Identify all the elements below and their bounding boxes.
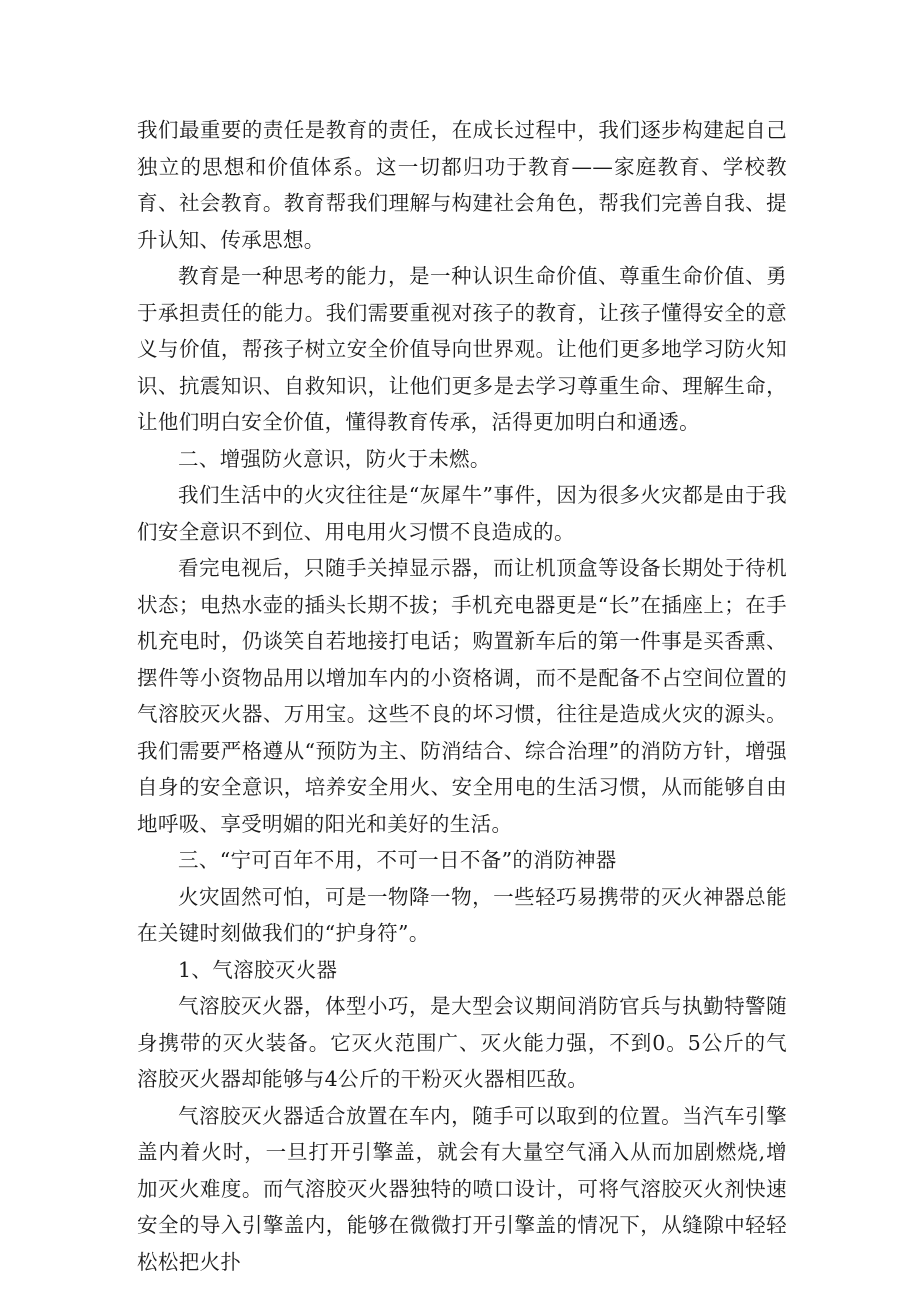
section-heading-fire-awareness: 二、增强防火意识，防火于未燃。 [178, 446, 491, 471]
paragraph-grey-rhino: 我们生活中的火灾往往是“灰犀牛”事件，因为很多火灾都是由于我们安全意识不到位、用电用火习惯不良造成的。 [137, 483, 787, 544]
paragraph-education-responsibility: 我们最重要的责任是教育的责任，在成长过程中，我们逐步构建起自己独立的思想和价值体系。这一切都归功于教育——家庭教育、学校教育、社会教育。教育帮我们理解与构建社会角色，帮我们完善自我、提升认知、传承思想。 [137, 118, 787, 252]
section-heading-fire-tools: 三、“宁可百年不用，不可一日不备”的消防神器 [178, 848, 617, 872]
subheading-aerosol-extinguisher: 1、气溶胶灭火器 [178, 957, 338, 982]
document-body [137, 112, 787, 1280]
paragraph-bad-habits: 看完电视后，只随手关掉显示器，而让机顶盒等设备长期处于待机状态；电热水壶的插头长期不拔；手机充电器更是“长”在插座上；在手机充电时，仍谈笑自若地接打电话；购置新车后的第一件事是买香熏、摆件等小资物品用以增加车内的小资格调，而不是配备不占空间位置的气溶胶灭火器、万用宝。这些不良的坏习惯，往往是造成火灾的源头。我们需要严格遵从“预防为主、防消结合、综合治理”的消防方针，增强自身的安全意识，培养安全用火、安全用电的生活习惯，从而能够自由地呼吸、享受明媚的阳光和美好的生活。 [137, 556, 787, 836]
paragraph-aerosol-description: 气溶胶灭火器，体型小巧，是大型会议期间消防官兵与执勤特警随身携带的灭火装备。它灭火范围广、灭火能力强，不到0。5公斤的气溶胶灭火器却能够与4公斤的干粉灭火器相匹敌。 [137, 994, 787, 1091]
paragraph-education-ability: 教育是一种思考的能力，是一种认识生命价值、尊重生命价值、勇于承担责任的能力。我们需要重视对孩子的教育，让孩子懂得安全的意义与价值，帮孩子树立安全价值导向世界观。让他们更多地学习防火知识、抗震知识、自救知识，让他们更多是去学习尊重生命、理解生命，让他们明白安全价值，懂得教育传承，活得更加明白和通透。 [137, 264, 787, 434]
paragraph-aerosol-in-car: 气溶胶灭火器适合放置在车内，随手可以取到的位置。当汽车引擎盖内着火时，一旦打开引擎盖，就会有大量空气涌入从而加剧燃烧,增加灭火难度。而气溶胶灭火器独特的喷口设计，可将气溶胶灭火剂快速安全的导入引擎盖内，能够在微微打开引擎盖的情况下，从缝隙中轻轻松松把火扑 [137, 1103, 787, 1274]
paragraph-fire-tools-intro: 火灾固然可怕，可是一物降一物，一些轻巧易携带的灭火神器总能在关键时刻做我们的“护身符”。 [137, 884, 787, 945]
